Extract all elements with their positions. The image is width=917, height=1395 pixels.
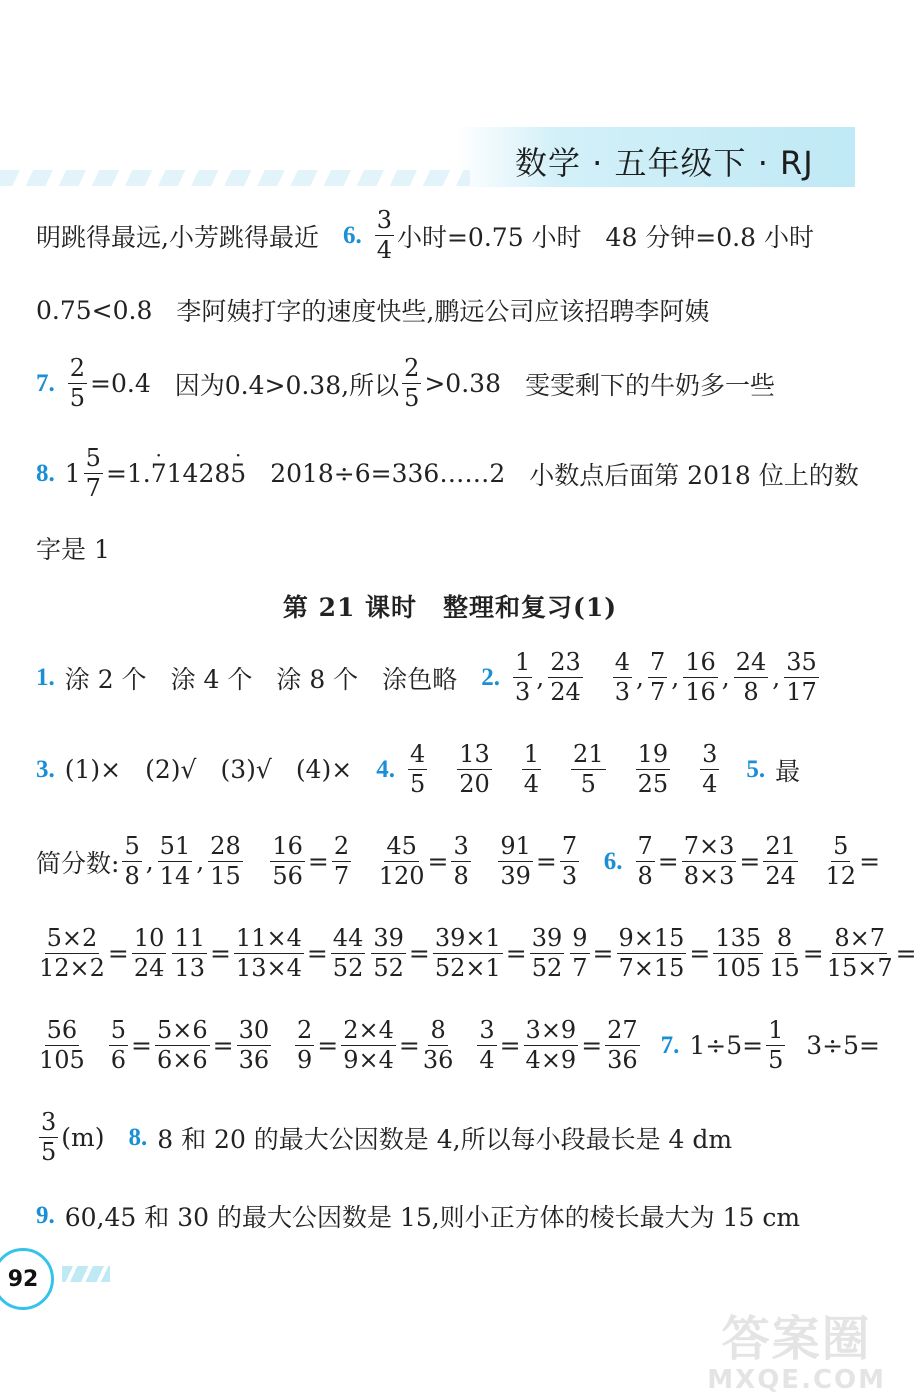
fraction: $\frac{11}{13}$ — [174, 924, 205, 983]
question-number: 4. — [376, 755, 395, 783]
fraction: $\frac{21}{5}$ — [573, 740, 604, 799]
fraction: $\frac{24}{8}$ — [735, 648, 767, 707]
text-segment: 简分数: — [36, 848, 120, 878]
fraction: $\frac{5}{6}$ — [110, 1016, 126, 1075]
text-segment: 涂色略 — [382, 664, 458, 694]
header-subject: 数学 · 五年级下 · RJ — [515, 144, 814, 182]
footer-stripe — [62, 1266, 110, 1282]
text-segment: 雯雯剩下的牛奶多一些 — [524, 370, 775, 400]
answer-line-4 — [36, 446, 880, 501]
fraction: $\frac{3\times 9}{4\times 9}$ — [525, 1016, 577, 1075]
text-segment: (1)× — [64, 755, 122, 785]
fraction: $\frac{51}{14}$ — [159, 832, 191, 891]
header-stripes — [0, 170, 470, 186]
answer-line-2 — [36, 292, 880, 328]
question-number: 8. — [128, 1123, 148, 1151]
fraction: $\frac{3}{8}$ — [453, 832, 469, 891]
answer-line-5 — [36, 530, 880, 566]
text-segment: 涂 2 个 — [64, 664, 147, 694]
fraction: $\frac{10}{24}$ — [133, 924, 165, 983]
page-number-label: 92 — [7, 1266, 39, 1292]
fraction: $\frac{23}{24}$ — [550, 648, 581, 707]
fraction: $\frac{3}{4}$ — [479, 1016, 495, 1075]
answer-line-6: 1. 涂 2 个 涂 4 个 涂 8 个 涂色略 2. $\frac{1}{3}$ , $\frac{23}{24}$ $\frac{4}{3}$ , $\frac{7}{7}$ , $\frac{16}{16}$ , $\frac{24}{8}$ , $\frac{35}{17}$ — [36, 648, 817, 707]
text-segment: (2)√ — [145, 755, 197, 785]
answer-line-12 — [36, 1198, 880, 1234]
question-number: 1. — [36, 663, 55, 691]
fraction: $\frac{8}{15}$ — [769, 924, 800, 983]
watermark-line-2: MXQE.COM — [707, 1365, 886, 1395]
fraction: $\frac{2}{7}$ — [333, 832, 350, 891]
fraction: $\frac{5}{12}$ — [825, 832, 857, 891]
question-number: 5. — [746, 755, 766, 783]
repeating-digit-end: 5 · — [230, 459, 246, 488]
fraction: $\frac{39}{52}$ — [373, 924, 404, 983]
question-number: 6. — [342, 221, 362, 249]
fraction: $\frac{7}{8}$ — [637, 832, 653, 891]
fraction: $\frac{91}{39}$ — [500, 832, 531, 891]
fraction: $\frac{19}{25}$ — [637, 740, 669, 799]
text-segment: 小数点后面第 2018 位上的数 — [529, 460, 859, 490]
watermark-line-1: 答案圈 — [721, 1311, 872, 1367]
fraction: $\frac{2}{5}$ — [69, 354, 86, 413]
fraction: $\frac{3}{4}$ — [702, 740, 718, 799]
question-number: 7. — [36, 369, 55, 397]
fraction: $\frac{8}{36}$ — [422, 1016, 454, 1075]
text-segment: (m) — [61, 1123, 105, 1153]
text-segment: 小时=0.75 小时 — [396, 222, 582, 252]
answer-line-11 — [36, 1110, 880, 1165]
text-segment: 李阿姨打字的速度快些,鹏远公司应该招聘李阿姨 — [176, 297, 710, 326]
fraction: $\frac{1}{5}$ — [768, 1016, 784, 1075]
text-segment: 3÷5= — [806, 1031, 880, 1061]
fraction: $\frac{4}{3}$ — [614, 648, 631, 707]
fraction: $\frac{9\times 15}{7\times 15}$ — [618, 924, 685, 983]
text-segment: =0.4 — [90, 369, 151, 399]
text-segment: 0.75<0.8 — [36, 295, 153, 325]
fraction: $\frac{16}{56}$ — [272, 832, 303, 891]
page-number — [0, 1248, 54, 1310]
fraction: $\frac{21}{24}$ — [765, 832, 796, 891]
text-segment: 1428 — [166, 459, 231, 489]
text-segment: (4)× — [295, 755, 353, 785]
fraction: $\frac{56}{105}$ — [39, 1016, 85, 1075]
fraction: $\frac{11\times 4}{13\times 4}$ — [235, 924, 302, 983]
text-segment: 最 — [775, 756, 801, 786]
text-segment: 涂 4 个 — [170, 664, 253, 694]
whole-number: 1 — [64, 459, 81, 489]
question-number: 7. — [660, 1031, 680, 1059]
fraction: $\frac{3}{4}$ — [376, 206, 392, 265]
text-segment: 8 和 20 的最大公因数是 4,所以每小段最长是 4 dm — [157, 1124, 733, 1154]
question-number: 6. — [603, 847, 623, 875]
question-number: 8. — [36, 459, 55, 487]
watermark — [707, 1300, 886, 1395]
fraction: $\frac{1}{4}$ — [523, 740, 540, 799]
text-segment: >0.38 — [424, 369, 501, 399]
fraction: $\frac{45}{120}$ — [378, 832, 425, 891]
text-segment: 字是 1 — [36, 535, 110, 564]
fraction: $\frac{5}{8}$ — [124, 832, 140, 891]
answer-line-8: 简分数: $\frac{5}{8}$ , $\frac{51}{14}$ , $\frac{28}{15}$ $\frac{16}{56}$ = $\frac{2}{7}$ $\frac{45}{120}$ = $\frac{3}{8}$ $\frac{91}{39}$ = $\frac{7}{3}$ 6. $\frac{7}{8}$ = $\frac{7\times 3}{8\times 3}$ = $\frac{21}{24}$ $\frac{5}{12}$ = — [36, 832, 881, 891]
fraction: $\frac{39\times 1}{52\times 1}$ — [434, 924, 501, 983]
answer-line-1 — [36, 208, 880, 263]
text-segment: 1÷5= — [689, 1031, 764, 1061]
answer-line-10: $\frac{56}{105}$ $\frac{5}{6}$ = $\frac{5\times 6}{6\times 6}$ = $\frac{30}{36}$ $\frac{2}{9}$ = $\frac{2\times 4}{9\times 4}$ = $\frac{8}{36}$ $\frac{3}{4}$ = $\frac{3\times 9}{4\times 9}$ = $\frac{27}{36}$ 7. 1÷5= $\frac{1}{5}$ 3÷5= — [39, 1016, 880, 1075]
text-segment: 涂 8 个 — [276, 664, 359, 694]
fraction: $\frac{39}{52}$ — [531, 924, 563, 983]
fraction: $\frac{5\times 6}{6\times 6}$ — [156, 1016, 208, 1075]
question-number: 3. — [36, 755, 55, 783]
fraction: $\frac{13}{20}$ — [459, 740, 490, 799]
fraction: $\frac{2}{5}$ — [404, 354, 420, 413]
fraction: $\frac{7}{7}$ — [649, 648, 666, 707]
lesson-title: 第 21 课时 整理和复习(1) — [282, 593, 618, 622]
fraction: $\frac{9}{7}$ — [572, 924, 588, 983]
fraction: $\frac{28}{15}$ — [210, 832, 241, 891]
fraction: $\frac{30}{36}$ — [238, 1016, 270, 1075]
fraction: $\frac{27}{36}$ — [607, 1016, 638, 1075]
text-segment: 明跳得最远,小芳跳得最近 — [36, 222, 319, 252]
fraction: $\frac{16}{16}$ — [685, 648, 716, 707]
fraction: $\frac{2}{9}$ — [297, 1016, 313, 1075]
text-segment: 2018÷6=336……2 — [270, 459, 506, 489]
fraction: $\frac{5}{7}$ — [85, 444, 101, 503]
text-segment: 60,45 和 30 的最大公因数是 15,则小正方体的棱长最大为 15 cm — [64, 1203, 801, 1232]
answer-line-3 — [36, 356, 880, 411]
fraction: $\frac{7\times 3}{8\times 3}$ — [683, 832, 735, 891]
fraction: $\frac{1}{3}$ — [514, 648, 531, 707]
fraction: $\frac{135}{105}$ — [715, 924, 762, 983]
question-number: 9. — [36, 1202, 55, 1229]
repeating-digit-start: 7 · — [151, 459, 167, 488]
fraction: $\frac{44}{52}$ — [332, 924, 364, 983]
fraction: $\frac{2\times 4}{9\times 4}$ — [343, 1016, 394, 1075]
fraction: $\frac{4}{5}$ — [409, 740, 426, 799]
question-number: 2. — [481, 663, 500, 691]
fraction: $\frac{5\times 2}{12\times 2}$ — [39, 924, 105, 983]
fraction: $\frac{3}{5}$ — [41, 1108, 57, 1167]
answer-line-9: $\frac{5\times 2}{12\times 2}$ = $\frac{10}{24}$ $\frac{11}{13}$ = $\frac{11\times 4}{13\times 4}$ = $\frac{44}{52}$ $\frac{39}{52}$ = $\frac{39\times 1}{52\times 1}$ = $\frac{39}{52}$ $\frac{9}{7}$ = $\frac{9\times 15}{7\times 15}$ = $\frac{135}{105}$ $\frac{8}{15}$ = $\frac{8\times 7}{15\times 7}$ = — [39, 924, 917, 983]
text-segment: 48 分钟=0.8 小时 — [605, 222, 814, 252]
fraction: $\frac{8\times 7}{15\times 7}$ — [826, 924, 893, 983]
text-segment: =1. — [105, 459, 151, 489]
text-segment: 因为0.4>0.38,所以 — [174, 370, 400, 400]
answer-line-7 — [36, 742, 880, 797]
fraction: $\frac{35}{17}$ — [786, 648, 817, 707]
fraction: $\frac{7}{3}$ — [561, 832, 578, 891]
text-segment: (3)√ — [220, 755, 272, 785]
